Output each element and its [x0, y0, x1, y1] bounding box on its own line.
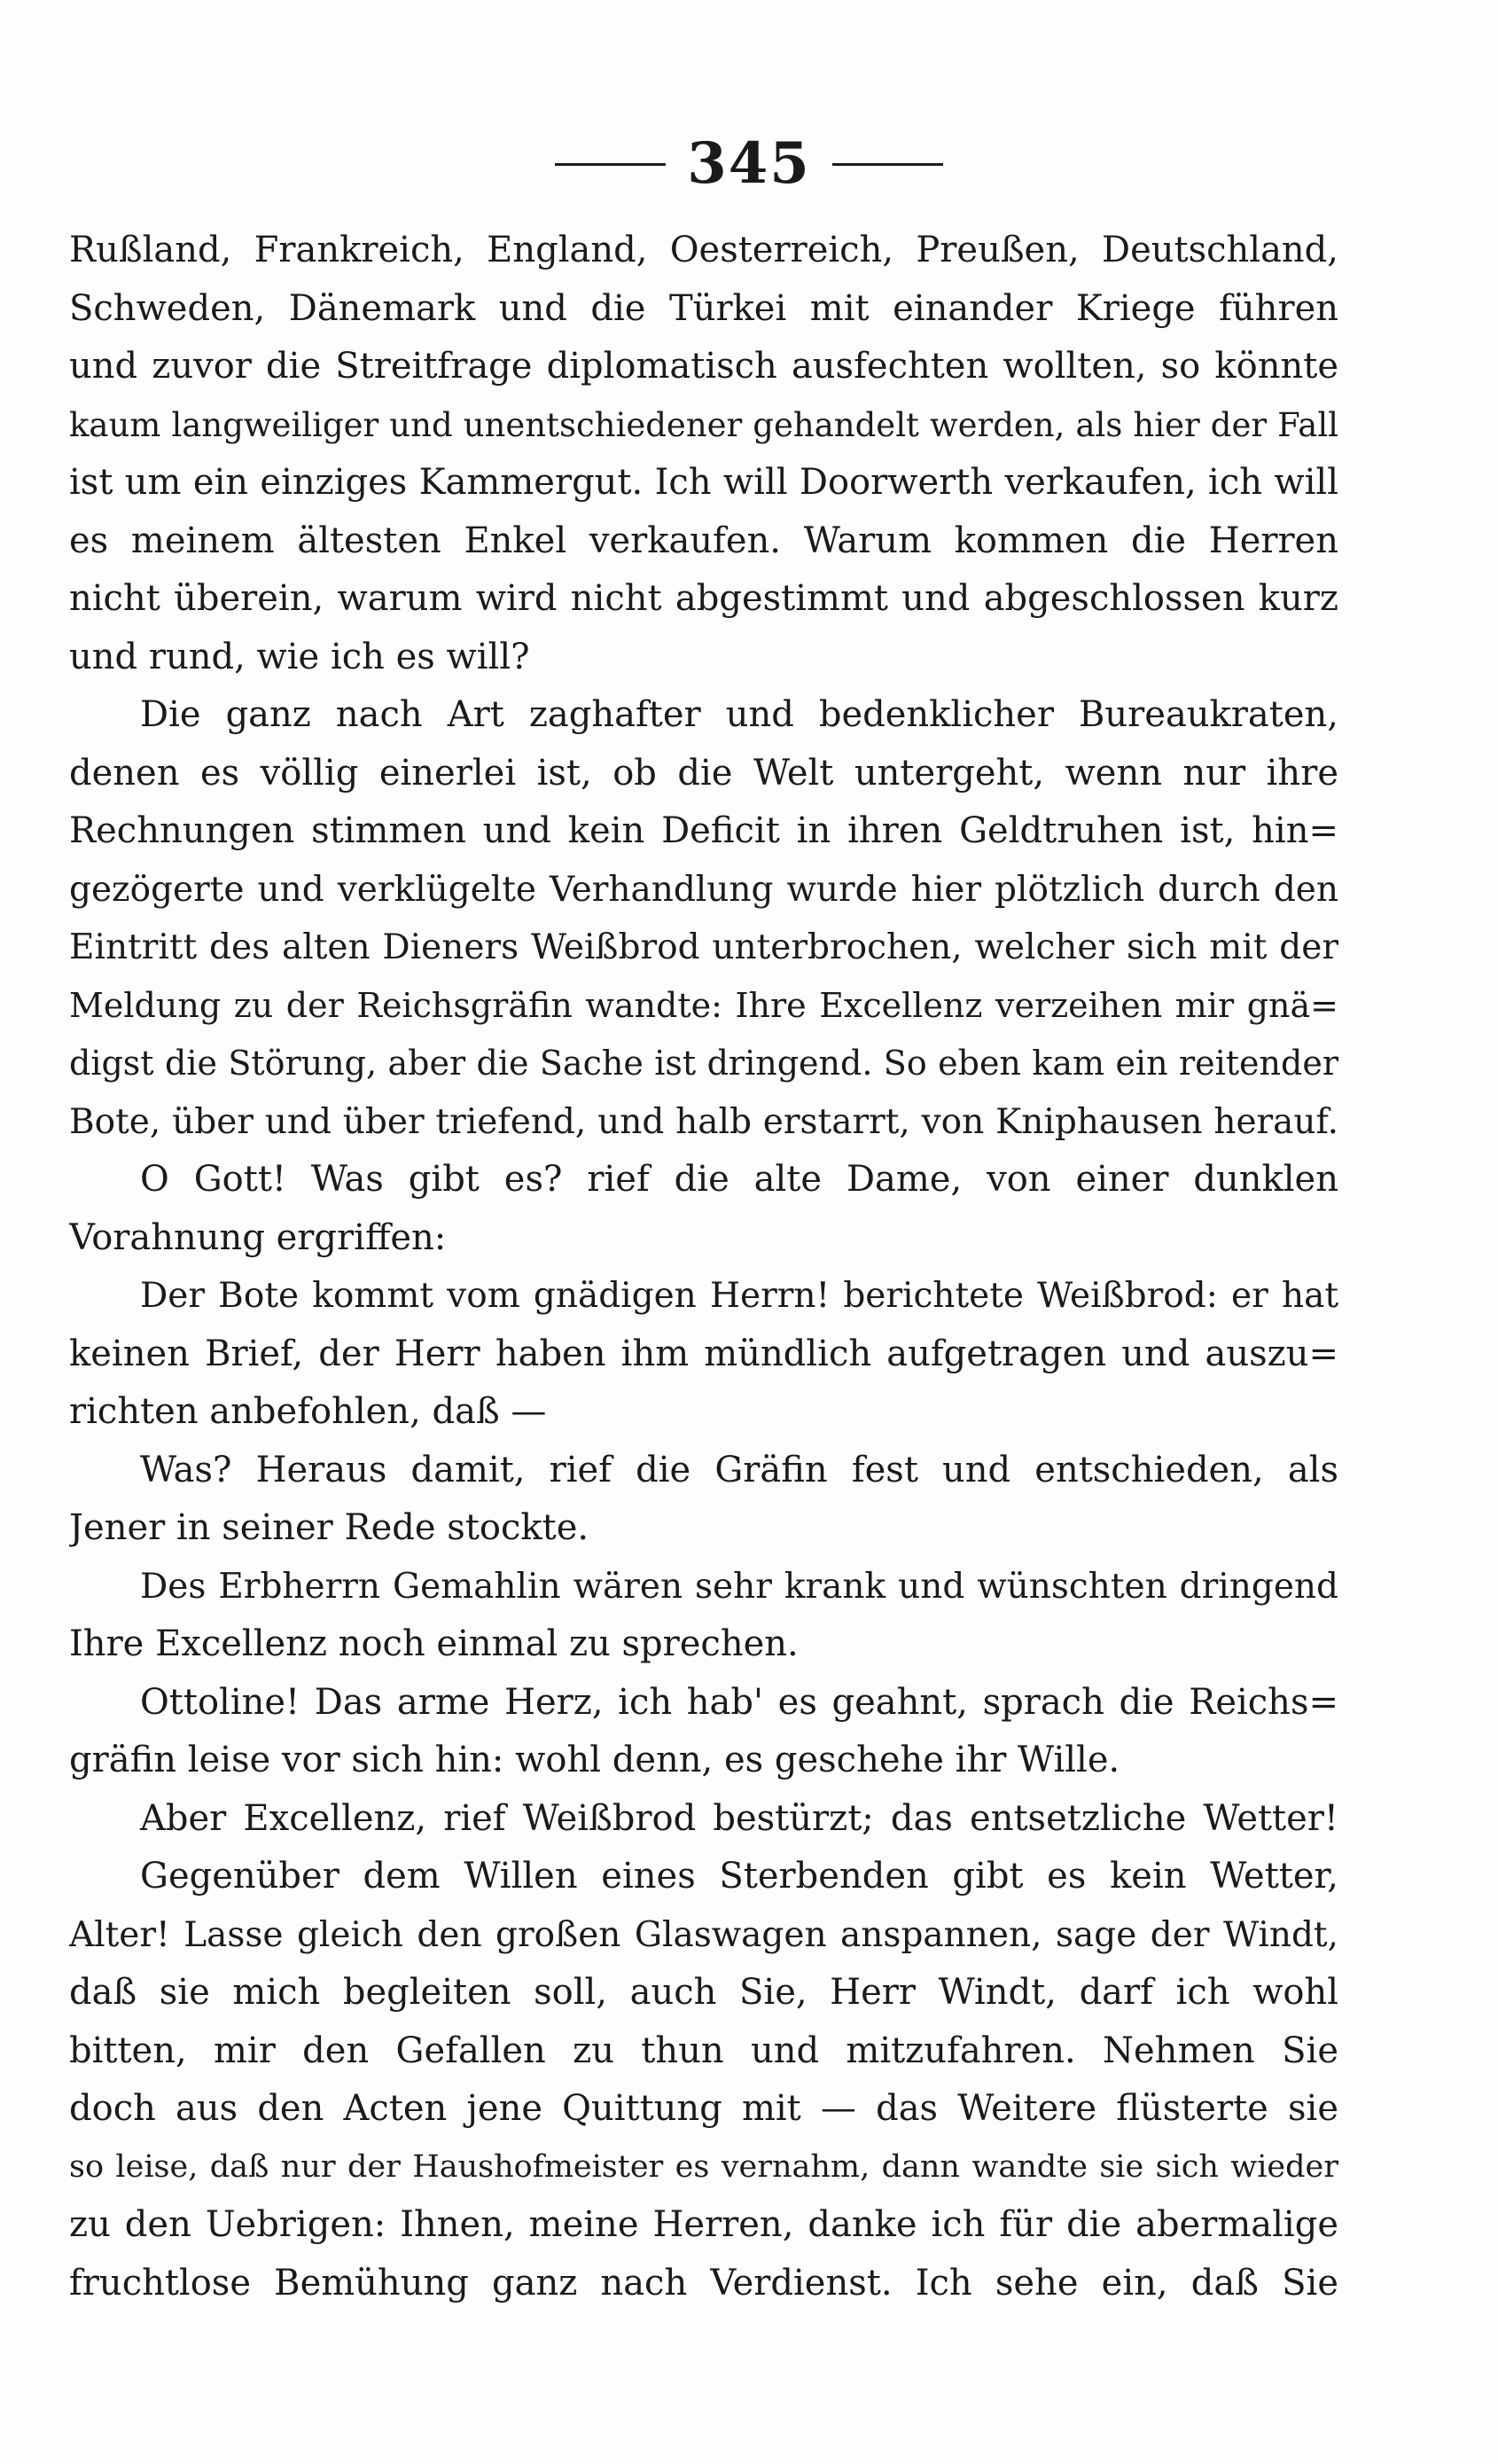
header-rule-right — [832, 163, 943, 166]
text-line: kaum langweiliger und unentschiedener gehandelt werden, als hier der Fall — [69, 405, 1338, 444]
text-line: Schweden, Dänemark und die Türkei mit einander Kriege führen — [69, 287, 1338, 329]
page-header — [0, 124, 1498, 204]
text-line: Rechnungen stimmen und kein Deficit in ihren Geldtruhen ist, hin= — [69, 810, 1338, 851]
text-line: fruchtlose Bemühung ganz nach Verdienst. Ich sehe ein, daß Sie — [69, 2262, 1338, 2304]
text-line: so leise, daß nur der Haushofmeister es vernahm, dann wandte sie sich wieder — [69, 2148, 1338, 2185]
text-line: Gegenüber dem Willen eines Sterbenden gibt es kein Wetter, — [140, 1856, 1338, 1897]
text-line: gräfin leise vor sich hin: wohl denn, es geschehe ihr Wille. — [69, 1740, 1120, 1780]
text-line: es meinem ältesten Enkel verkaufen. Warum kommen die Herren — [69, 520, 1338, 561]
text-line: doch aus den Acten jene Quittung mit — das Weitere flüsterte sie — [69, 2088, 1338, 2129]
body-text — [69, 222, 1338, 2312]
text-line: nicht überein, warum wird nicht abgestimmt und abgeschlossen kurz — [69, 578, 1338, 619]
text-line: Die ganz nach Art zaghafter und bedenklicher Bureaukraten, — [140, 694, 1338, 735]
header-rule-left — [555, 163, 666, 166]
page-number: 345 — [687, 130, 811, 197]
text-line: bitten, mir den Gefallen zu thun und mitzufahren. Nehmen Sie — [69, 2030, 1338, 2071]
text-line: Alter! Lasse gleich den großen Glaswagen anspannen, sage der Windt, — [69, 1914, 1338, 1955]
text-line: digst die Störung, aber die Sache ist dringend. So eben kam ein reitender — [69, 1044, 1338, 1083]
text-line: Eintritt des alten Dieners Weißbrod unterbrochen, welcher sich mit der — [69, 927, 1338, 967]
text-line: keinen Brief, der Herr haben ihm mündlich aufgetragen und auszu= — [69, 1333, 1338, 1374]
text-line: Ihre Excellenz noch einmal zu sprechen. — [69, 1623, 799, 1664]
text-line: Meldung zu der Reichsgräfin wandte: Ihre Excellenz verzeihen mir gnä= — [69, 985, 1338, 1025]
text-line: gezögerte und verklügelte Verhandlung wurde hier plötzlich durch den — [69, 869, 1338, 910]
text-line: Rußland, Frankreich, England, Oesterreich, Preußen, Deutschland, — [69, 230, 1338, 270]
text-line: und rund, wie ich es will? — [69, 636, 530, 677]
text-line: Aber Excellenz, rief Weißbrod bestürzt; das entsetzliche Wetter! — [140, 1797, 1338, 1839]
text-line: Ottoline! Das arme Herz, ich hab' es geahnt, sprach die Reichs= — [140, 1681, 1338, 1723]
text-line: Des Erbherrn Gemahlin wären sehr krank und wünschten dringend — [140, 1566, 1338, 1607]
text-line: O Gott! Was gibt es? rief die alte Dame, von einer dunklen — [140, 1159, 1338, 1200]
text-line: daß sie mich begleiten soll, auch Sie, Herr Windt, darf ich wohl — [69, 1972, 1338, 2013]
text-line: richten anbefohlen, daß — — [69, 1391, 547, 1432]
text-line: Vorahnung ergriffen: — [69, 1216, 447, 1258]
text-line: Jener in seiner Rede stockte. — [69, 1507, 589, 1548]
text-line: ist um ein einziges Kammergut. Ich will Doorwerth verkaufen, ich will — [69, 462, 1338, 503]
text-line: denen es völlig einerlei ist, ob die Welt untergeht, wenn nur ihre — [69, 752, 1338, 794]
text-line: zu den Uebrigen: Ihnen, meine Herren, danke ich für die abermalige — [69, 2204, 1338, 2245]
text-line: und zuvor die Streitfrage diplomatisch ausfechten wollten, so könnte — [69, 346, 1338, 387]
text-line: Was? Heraus damit, rief die Gräfin fest und entschieden, als — [140, 1449, 1338, 1490]
text-line: Bote, über und über triefend, und halb erstarrt, von Kniphausen herauf. — [69, 1101, 1338, 1142]
text-line: Der Bote kommt vom gnädigen Herrn! berichtete Weißbrod: er hat — [140, 1276, 1338, 1316]
